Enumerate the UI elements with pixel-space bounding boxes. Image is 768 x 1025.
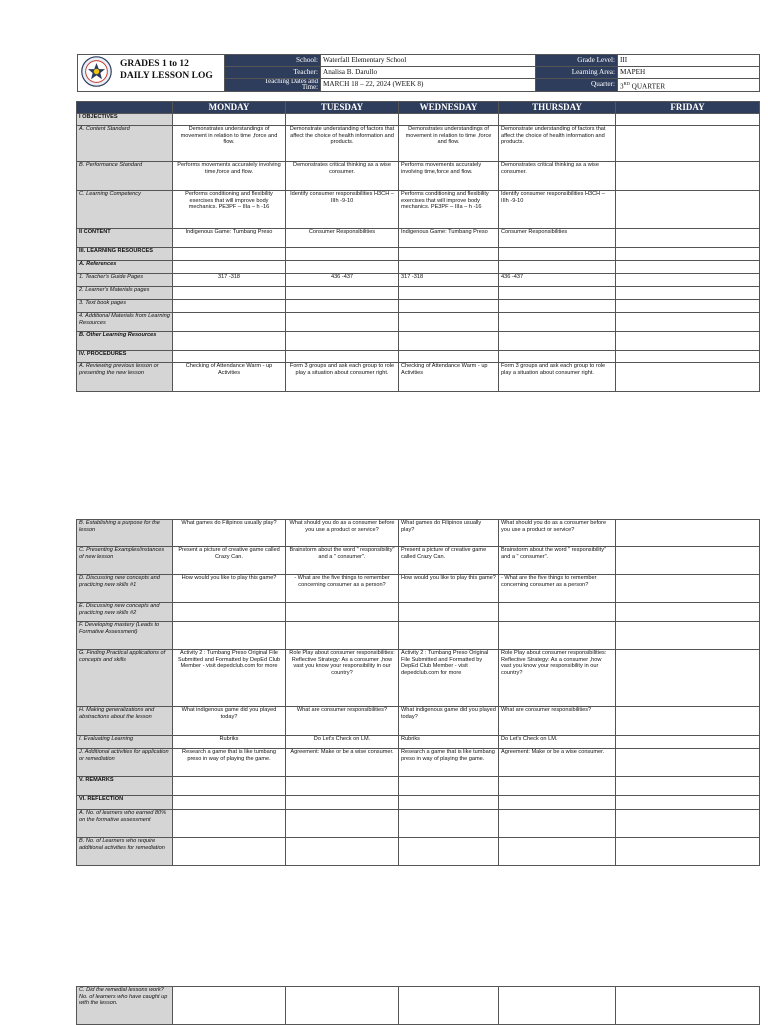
row-label: IV. PROCEDURES <box>77 351 173 363</box>
cell-monday <box>173 351 286 363</box>
row-label: G. Finding Practical applications of concepts and skills <box>77 650 173 707</box>
cell-friday <box>616 622 760 650</box>
cell-monday <box>173 261 286 274</box>
row-label: A. No. of learners who earned 80% on the formative assessment <box>77 810 173 838</box>
cell-tuesday: Identify consumer responsibilities H3CH – IIIh -9-10 <box>286 191 399 229</box>
day-header-row <box>77 102 760 114</box>
table-row <box>77 707 760 736</box>
cell-friday <box>616 248 760 261</box>
cell-thursday <box>499 796 616 810</box>
cell-tuesday <box>286 261 399 274</box>
lesson-table-page1 <box>76 101 760 392</box>
cell-thursday: 436 -437 <box>499 274 616 287</box>
row-label: F. Developing mastery (Leads to Formative Assessment) <box>77 622 173 650</box>
cell-monday: Performs conditioning and flexibility exercises that will improve body mechanics. PE3PF – IIIa – h -16 <box>173 191 286 229</box>
row-label: III. LEARNING RESOURCES <box>77 248 173 261</box>
cell-friday <box>616 126 760 162</box>
cell-friday <box>616 810 760 838</box>
cell-friday <box>616 749 760 777</box>
cell-thursday <box>499 622 616 650</box>
cell-thursday <box>499 603 616 622</box>
cell-wednesday: Activity 2 : Tumbang Preso Original File Submitted and Formatted by DepEd Club Member - visit depedclub.com for more <box>399 650 499 707</box>
cell-thursday <box>499 248 616 261</box>
cell-friday <box>616 707 760 736</box>
cell-tuesday <box>286 300 399 313</box>
cell-thursday <box>499 332 616 351</box>
cell-thursday <box>499 838 616 866</box>
table-row <box>77 736 760 749</box>
row-label: H. Making generalizations and abstractions about the lesson <box>77 707 173 736</box>
cell-wednesday <box>399 796 499 810</box>
cell-thursday <box>499 114 616 126</box>
cell-thursday: Agreement: Make or be a wise consumer. <box>499 749 616 777</box>
cell-wednesday: Performs movements accurately involving time,force and flow. <box>399 162 499 191</box>
cell-friday <box>616 351 760 363</box>
grade-value: III <box>618 55 760 67</box>
cell-thursday: Identify consumer responsibilities H3CH – IIIh -9-10 <box>499 191 616 229</box>
cell-monday <box>173 248 286 261</box>
dates-label-line2: Time: <box>302 84 318 91</box>
cell-tuesday: Do Let's Check on LM. <box>286 736 399 749</box>
row-label: 4. Additional Materials from Learning Resources <box>77 313 173 332</box>
cell-thursday: Demonstrates critical thinking as a wise consumer. <box>499 162 616 191</box>
row-label: B. No. of Learners who require additional activities for remediation <box>77 838 173 866</box>
cell-wednesday: How would you like to play this game? <box>399 575 499 603</box>
table-row <box>77 229 760 248</box>
table-row <box>77 261 760 274</box>
cell-monday: How would you like to play this game? <box>173 575 286 603</box>
cell-tuesday <box>286 351 399 363</box>
cell-wednesday <box>399 114 499 126</box>
cell-tuesday: Demonstrate understanding of factors that affect the choice of health information and products. <box>286 126 399 162</box>
row-label: A. Content Standard <box>77 126 173 162</box>
table-row <box>77 810 760 838</box>
cell-tuesday <box>286 313 399 332</box>
cell-monday <box>173 810 286 838</box>
dates-value: MARCH 18 – 22, 2024 (WEEK 8) <box>321 79 536 92</box>
cell-wednesday <box>399 622 499 650</box>
cell-monday: 317 -318 <box>173 274 286 287</box>
row-label: 1. Teacher's Guide Pages <box>77 274 173 287</box>
title-line-1: GRADES 1 to 12 <box>120 59 189 69</box>
cell-friday <box>616 650 760 707</box>
cell-wednesday <box>399 313 499 332</box>
cell-monday: Demonstrates understandings of movement in relation to time ,force and flow. <box>173 126 286 162</box>
cell-thursday <box>499 777 616 796</box>
table-row <box>77 191 760 229</box>
cell-tuesday <box>286 987 399 1025</box>
cell-friday <box>616 229 760 248</box>
cell-monday: Rubriks <box>173 736 286 749</box>
row-label: C. Learning Competency <box>77 191 173 229</box>
cell-friday <box>616 736 760 749</box>
cell-wednesday <box>399 248 499 261</box>
day-header-monday: MONDAY <box>173 102 286 114</box>
table-row <box>77 622 760 650</box>
row-label: 3. Text book pages <box>77 300 173 313</box>
cell-wednesday <box>399 300 499 313</box>
day-header-wednesday: WEDNESDAY <box>399 102 499 114</box>
cell-friday <box>616 987 760 1025</box>
table-row <box>77 351 760 363</box>
teacher-label: Teacher: <box>225 67 321 79</box>
cell-friday <box>616 547 760 575</box>
cell-thursday: What should you do as a consumer before you use a product or service? <box>499 520 616 547</box>
teacher-value: Analisa B. Darullo <box>321 67 536 79</box>
cell-wednesday: Present a picture of creative game called Crazy Can. <box>399 547 499 575</box>
cell-monday <box>173 300 286 313</box>
cell-wednesday: What games do Filipinos usually play? <box>399 520 499 547</box>
cell-thursday <box>499 351 616 363</box>
cell-tuesday <box>286 248 399 261</box>
cell-thursday <box>499 300 616 313</box>
cell-monday: Checking of Attendance Warm - up Activities <box>173 363 286 392</box>
cell-thursday: Consumer Responsibilities <box>499 229 616 248</box>
cell-thursday: Demonstrate understanding of factors that affect the choice of health information and products. <box>499 126 616 162</box>
cell-wednesday: Rubriks <box>399 736 499 749</box>
table-row <box>77 749 760 777</box>
row-label: B. Establishing a purpose for the lesson <box>77 520 173 547</box>
lesson-log-title <box>120 58 270 82</box>
row-label: C. Did the remedial lessons work? No. of learners who have caught up with the lesson. <box>77 987 173 1025</box>
cell-friday <box>616 300 760 313</box>
row-label: B. Other Learning Resources <box>77 332 173 351</box>
cell-tuesday <box>286 603 399 622</box>
lesson-log-header <box>77 54 759 90</box>
cell-tuesday: - What are the five things to remember concerning consumer as a person? <box>286 575 399 603</box>
area-label: Learning Area: <box>536 67 618 79</box>
lesson-table-page3 <box>76 986 760 1025</box>
cell-friday <box>616 575 760 603</box>
table-row <box>77 575 760 603</box>
table-row <box>77 162 760 191</box>
lesson-table-page2 <box>76 519 760 866</box>
cell-wednesday: Performs conditioning and flexibility exercises that will improve body mechanics. PE3PF – IIIa – h -16 <box>399 191 499 229</box>
quarter-word: QUARTER <box>629 82 666 91</box>
table-row <box>77 838 760 866</box>
cell-friday <box>616 114 760 126</box>
cell-monday <box>173 838 286 866</box>
cell-monday <box>173 777 286 796</box>
row-label: V. REMARKS <box>77 777 173 796</box>
table-row <box>77 332 760 351</box>
table-row <box>77 274 760 287</box>
cell-tuesday: What are consumer responsibilities? <box>286 707 399 736</box>
quarter-value <box>618 79 760 92</box>
cell-friday <box>616 363 760 392</box>
cell-wednesday <box>399 332 499 351</box>
cell-thursday <box>499 987 616 1025</box>
cell-monday <box>173 114 286 126</box>
cell-monday: What indigenous game did you played today? <box>173 707 286 736</box>
cell-thursday: - What are the five things to remember concerning consumer as a person? <box>499 575 616 603</box>
school-label: School: <box>225 55 321 67</box>
cell-wednesday: Indigenous Game: Tumbang Preso <box>399 229 499 248</box>
day-header-tuesday: TUESDAY <box>286 102 399 114</box>
row-label: 2. Learner's Materials pages <box>77 287 173 300</box>
table-row <box>77 987 760 1025</box>
cell-friday <box>616 313 760 332</box>
area-value: MAPEH <box>618 67 760 79</box>
day-header-blank <box>77 102 173 114</box>
cell-monday: Indigenous Game: Tumbang Preso <box>173 229 286 248</box>
cell-monday: Performs movements accurately involving time,force and flow. <box>173 162 286 191</box>
cell-monday <box>173 987 286 1025</box>
table-row <box>77 300 760 313</box>
cell-tuesday <box>286 810 399 838</box>
table-row <box>77 114 760 126</box>
cell-wednesday: Checking of Attendance Warm - up Activities <box>399 363 499 392</box>
cell-friday <box>616 520 760 547</box>
cell-monday: Present a picture of creative game called Crazy Can. <box>173 547 286 575</box>
grade-label: Grade Level: <box>536 55 618 67</box>
cell-monday: What games do Filipinos usually play? <box>173 520 286 547</box>
cell-thursday: Brainstorm about the word " responsibility" and a " consumer". <box>499 547 616 575</box>
cell-friday <box>616 191 760 229</box>
quarter-number: 3 <box>620 82 624 91</box>
cell-wednesday <box>399 261 499 274</box>
cell-wednesday <box>399 603 499 622</box>
table-row <box>77 126 760 162</box>
row-label: J. Additional activities for application or remediation <box>77 749 173 777</box>
cell-tuesday: Brainstorm about the word " responsibility" and a " consumer". <box>286 547 399 575</box>
cell-friday <box>616 261 760 274</box>
cell-friday <box>616 287 760 300</box>
cell-thursday: Do Let's Check on LM. <box>499 736 616 749</box>
table-row <box>77 313 760 332</box>
cell-friday <box>616 838 760 866</box>
row-label: I. Evaluating Learning <box>77 736 173 749</box>
quarter-label: Quarter: <box>536 79 618 92</box>
row-label: C. Presenting Examples/instances of new lesson <box>77 547 173 575</box>
cell-tuesday: Agreement: Make or be a wise consumer. <box>286 749 399 777</box>
cell-friday <box>616 332 760 351</box>
cell-wednesday: Demonstrates understandings of movement in relation to time ,force and flow. <box>399 126 499 162</box>
cell-wednesday <box>399 287 499 300</box>
title-line-2: DAILY LESSON LOG <box>120 71 213 81</box>
row-label: D. Discussing new concepts and practicing new skills #1 <box>77 575 173 603</box>
table-row <box>77 650 760 707</box>
cell-wednesday <box>399 351 499 363</box>
cell-tuesday <box>286 777 399 796</box>
dates-label-line1: Teaching Dates and <box>264 78 318 85</box>
cell-wednesday: Research a game that is like tumbang preso in way of playing the game. <box>399 749 499 777</box>
cell-friday <box>616 796 760 810</box>
cell-thursday: Form 3 groups and ask each group to role play a situation about consumer right. <box>499 363 616 392</box>
table-row <box>77 248 760 261</box>
cell-wednesday <box>399 987 499 1025</box>
cell-tuesday: Role Play about consumer responsibilities: Reflective Strategy: As a consumer ,how vast you know your responsibility in our country? <box>286 650 399 707</box>
cell-thursday <box>499 287 616 300</box>
cell-thursday <box>499 313 616 332</box>
table-row <box>77 547 760 575</box>
cell-tuesday: What should you do as a consumer before you use a product or service? <box>286 520 399 547</box>
cell-tuesday: Demonstrates critical thinking as a wise consumer. <box>286 162 399 191</box>
cell-monday <box>173 622 286 650</box>
cell-monday <box>173 313 286 332</box>
cell-wednesday <box>399 838 499 866</box>
cell-thursday: Role Play about consumer responsibilities: Reflective Strategy: As a consumer ,how vast you know your responsibility in our country? <box>499 650 616 707</box>
table-row <box>77 777 760 796</box>
table-row <box>77 287 760 300</box>
cell-wednesday <box>399 777 499 796</box>
cell-tuesday <box>286 332 399 351</box>
cell-monday <box>173 603 286 622</box>
cell-monday <box>173 796 286 810</box>
cell-monday: Research a game that is like tumbang preso in way of playing the game. <box>173 749 286 777</box>
cell-friday <box>616 777 760 796</box>
quarter-ordinal: RD <box>623 81 630 86</box>
cell-monday <box>173 332 286 351</box>
cell-thursday: What are consumer responsibilities? <box>499 707 616 736</box>
cell-tuesday: Form 3 groups and ask each group to role play a situation about consumer right. <box>286 363 399 392</box>
cell-tuesday <box>286 287 399 300</box>
cell-wednesday: 317 -318 <box>399 274 499 287</box>
school-value: Waterfall Elementary School <box>321 55 536 67</box>
table-row <box>77 363 760 392</box>
row-label: E. Discussing new concepts and practicing new skills #2 <box>77 603 173 622</box>
cell-tuesday <box>286 796 399 810</box>
day-header-friday: FRIDAY <box>616 102 760 114</box>
cell-monday <box>173 287 286 300</box>
row-label: A. References <box>77 261 173 274</box>
row-label: I OBJECTIVES <box>77 114 173 126</box>
cell-friday <box>616 274 760 287</box>
row-label: VI. REFLECTION <box>77 796 173 810</box>
cell-tuesday <box>286 114 399 126</box>
cell-tuesday: Consumer Responsibilities <box>286 229 399 248</box>
day-header-thursday: THURSDAY <box>499 102 616 114</box>
table-row <box>77 796 760 810</box>
cell-tuesday <box>286 838 399 866</box>
cell-tuesday <box>286 622 399 650</box>
deped-seal-icon <box>81 56 112 87</box>
row-label: B. Performance Standard <box>77 162 173 191</box>
row-label: A. Reviewing previous lesson or presenting the new lesson <box>77 363 173 392</box>
cell-monday: Activity 2 : Tumbang Preso Original File Submitted and Formatted by DepEd Club Member - visit depedclub.com for more <box>173 650 286 707</box>
cell-friday <box>616 603 760 622</box>
row-label: II CONTENT <box>77 229 173 248</box>
table-row <box>77 520 760 547</box>
cell-thursday <box>499 810 616 838</box>
table-row <box>77 603 760 622</box>
cell-wednesday <box>399 810 499 838</box>
cell-friday <box>616 162 760 191</box>
cell-thursday <box>499 261 616 274</box>
cell-wednesday: What indigenous game did you played today? <box>399 707 499 736</box>
cell-tuesday: 436 -437 <box>286 274 399 287</box>
